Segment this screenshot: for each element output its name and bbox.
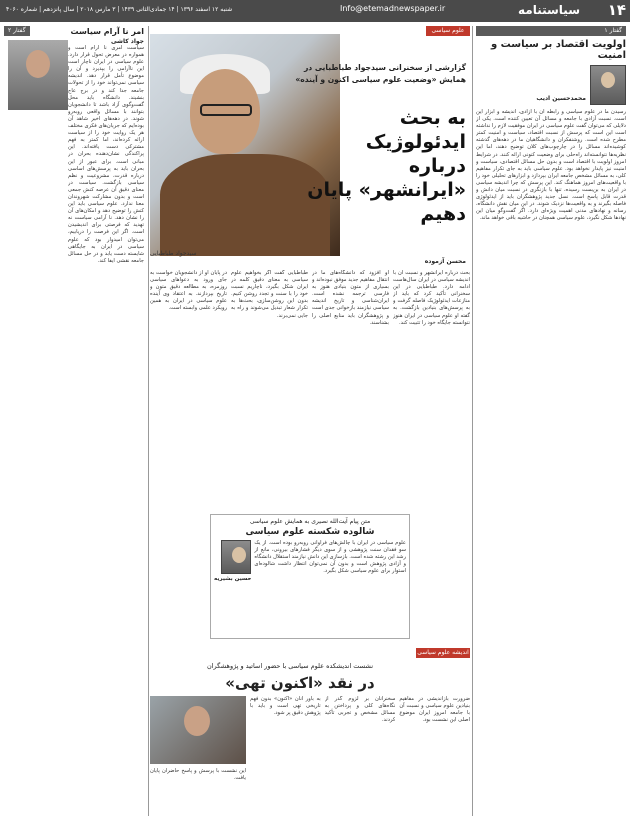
right-column	[476, 26, 626, 816]
photo-caption: سیدجواد طباطبایی	[150, 250, 197, 257]
right-title: اولویت اقتصاد بر سیاست و امنیت	[490, 39, 626, 61]
hero	[150, 26, 470, 256]
issue-meta: شنبه ۱۲ اسفند ۱۳۹۶ | ۱۴ جمادی‌الثانی ۱۴۳۹ | ۳ مارس ۲۰۱۸ | سال پانزدهم | شماره ۴۰۶۰	[6, 6, 233, 13]
middle-column	[150, 26, 470, 816]
left-tag: گفتار ۲	[4, 26, 30, 36]
inner-author: حسین بشیریه	[214, 576, 252, 582]
article-col: در پایان او از دانشجویان خواست به جای ورود به دعواهای سیاسی روزمره، به مطالعه دقیق متون و تاریخ بپردازند. به اعتقاد وی آینده علوم سیاسی در ایران به همین رویکرد علمی وابسته است.	[150, 270, 227, 312]
inner-body: علوم سیاسی در ایران با چالش‌های فراوانی روبه‌رو بوده است. از یک سو فقدان سنت پژوهشی و از سوی دیگر فشارهای بیرونی، مانع از رشد این رشته شده است. بازسازی این دانش نیازمند استقلال دانشگاه و آزادی پژوهش است و بدون آن نمی‌توان انتظار داشت شالوده‌ای استوار برای علوم سیاسی شکل بگیرد.	[254, 540, 406, 575]
article-body	[150, 270, 470, 510]
left-column	[4, 26, 144, 816]
inner-title: شالوده شکسته علوم سیاسی	[245, 527, 375, 537]
lower-body	[250, 696, 470, 816]
left-title: امر نا آرام سیاست	[70, 26, 144, 36]
right-author-box	[476, 65, 626, 105]
lower-col: ضرورت بازاندیشی در مفاهیم بنیادین علوم سیاسی و نسبت آن با جامعه امروز ایران موضوع اصلی این نشست بود.	[399, 696, 470, 724]
lower-photo	[150, 696, 246, 764]
inner-kicker: متن پیام آیت‌الله نصیری به همایش علوم سیاسی	[249, 518, 371, 525]
lower-tag: اندیشه علوم سیاسی	[417, 649, 469, 656]
lower-article	[150, 648, 470, 816]
right-author: محمدحسین ادیب	[536, 95, 586, 102]
right-tag: گفتار ۱	[476, 26, 626, 36]
inner-box	[210, 514, 410, 639]
left-header	[4, 26, 144, 36]
email-link[interactable]: Info@etemadnewspaper.ir	[340, 4, 446, 13]
byline: محسن آزموده	[424, 258, 466, 265]
divider	[472, 26, 473, 816]
left-author-photo	[8, 40, 68, 110]
hero-tag: علوم سیاسی	[426, 26, 470, 36]
article-col: او افزود که دانشگاه‌های ما در انتقال مفاهیم جدید موفق نبوده‌اند و بسیاری از متون بنیادی هنوز به فارسی ترجمه نشده است. ایران‌شناسی و تاریخ اندیشه سیاسی نیازمند بازخوانی جدی است و پژوهشگران باید منابع اصلی را بشناسند.	[312, 270, 389, 326]
right-body: رسیدن ما در علوم سیاسی و رابطه آن با آزادی، اندیشه و ابزار این است. نسبت آزادی با جامعه و مسائل آن تعیین کننده است. یکی از دلایلی که می‌توان گفت علوم سیاسی در ایران موفقیت لازم را نداشته است این است که پرسش از نسبت اقتصاد، سیاست و امنیت کمتر مطرح شده است. روشنفکران و دانشگاهیان ما در دهه‌های گذشته کوشیده‌اند مسائل را در چارچوب‌های کلان توضیح دهند، اما این نظریه‌ها نتوانسته‌اند راه‌حلی برای وضعیت کنونی ارائه کنند. در شرایط امروز اولویت با اقتصاد است و بدون حل مسائل اقتصادی، سیاست و امنیت نیز پایدار نخواهد بود. علوم سیاسی باید به جای تکرار مفاهیم کلی، به مسائل مشخص جامعه ایران بپردازد و ابزارهای تحلیلی خود را با واقعیت‌های امروز هماهنگ کند. این پرسش که چرا اندیشه سیاسی در ایران به بن‌بست رسیده، تنها با بازنگری در نسبت میان دانش و قدرت قابل پاسخ است. نسل جدید پژوهشگران باید از ایدئولوژی فاصله بگیرند و به واقعیت‌ها نزدیک شوند. در این میان نقش دانشگاه، رسانه و نهادهای مدنی اهمیت ویژه‌ای دارد. اگر گفت‌وگو میان این نهادها شکل نگیرد، علوم سیاسی همچنان در حاشیه باقی خواهد ماند.	[476, 109, 626, 222]
lower-col: سخنرانان بر لزوم گذر از نگاه‌های کلی و پرداختن به مسائل مشخص و تجربی تأکید کردند.	[324, 696, 396, 724]
page-number: ۱۴	[607, 1, 626, 19]
lower-col: به باور آنان «اکنون» بدون فهم تاریخی تهی است و باید با پژوهش دقیق پر شود.	[250, 696, 321, 717]
inner-author-box	[214, 540, 406, 630]
article-col: طباطبایی گفت اگر بخواهیم علوم سیاسی به معنای دقیق کلمه در ایران شکل بگیرد، ناچاریم نسبت خود را با سنت و تجدد روشن کنیم. بدون این روشن‌سازی، بحث‌ها به تکرار شعار تبدیل می‌شوند و راه به جایی نمی‌برند.	[231, 270, 308, 319]
left-body: سیاست امری نا آرام است و همواره در معرض تحول قرار دارد. علوم سیاسی در ایران ناچار است این ناآرامی را بپذیرد و آن را موضوع تأمل قرار دهد. اندیشه سیاسی نمی‌تواند خود را از تحولات جامعه جدا کند و در برج عاج بنشیند. دانشگاه باید محل گفت‌وگوی آزاد باشد تا دانشجویان بتوانند با مسائل واقعی روبه‌رو شوند. در دهه‌های اخیر شاهد آن بوده‌ایم که جریان‌های فکری مختلف هر یک روایت خود را از سیاست ارائه کرده‌اند، اما کمتر به فهم مشترکی دست یافته‌اند. این پراکندگی نشان‌دهنده بحران در مبانی است. برای عبور از این بحران باید به پرسش‌های اساسی درباره قدرت، مشروعیت و نظم سیاسی بازگشت. سیاست در معنای دقیق آن عرصه کنش جمعی است و بدون مشارکت شهروندان معنا ندارد. علوم سیاسی باید این کنش را توضیح دهد و امکان‌های آن را نشان دهد. نا آرامی سیاست نه تهدید که فرصتی برای اندیشیدن است. اگر این فرصت را دریابیم، می‌توان امیدوار بود که علوم سیاسی در ایران به جایگاهی شایسته دست یابد و در حل مسائل جامعه نقشی ایفا کند.	[68, 45, 144, 264]
section-title: سیاستنامه	[517, 3, 580, 17]
left-author: جواد کاشی	[110, 38, 144, 45]
lower-bottom: این نشست با پرسش و پاسخ حاضران پایان یافت.	[150, 768, 246, 782]
hero-kicker: گزارشی از سخنرانی سیدجواد طباطبایی در همایش «وضعیت علوم سیاسی اکنون و آینده»	[295, 63, 466, 84]
inner-author-photo	[221, 540, 251, 574]
author-photo	[590, 65, 626, 105]
article-col: بحث درباره ایرانشهر و نسبت آن با اندیشه سیاسی در ایران سال‌هاست ادامه دارد. طباطبایی در این سخنرانی تأکید کرد که باید از منازعات ایدئولوژیک فاصله گرفت و به پرسش‌های بنیادین بازگشت. به گفته او علوم سیاسی در ایران هنوز نتوانسته جایگاه خود را تثبیت کند.	[393, 270, 470, 326]
masthead	[0, 0, 630, 22]
lower-kicker: نشست اندیشکده علوم سیاسی با حضور اساتید و پژوهشگران	[206, 662, 374, 670]
divider	[148, 26, 149, 816]
lower-title: در نقد «اکنون تهی»	[225, 674, 375, 692]
hero-title: به بحث ایدئولوژیک درباره «ایرانشهر» پایان دهیم	[307, 107, 466, 225]
